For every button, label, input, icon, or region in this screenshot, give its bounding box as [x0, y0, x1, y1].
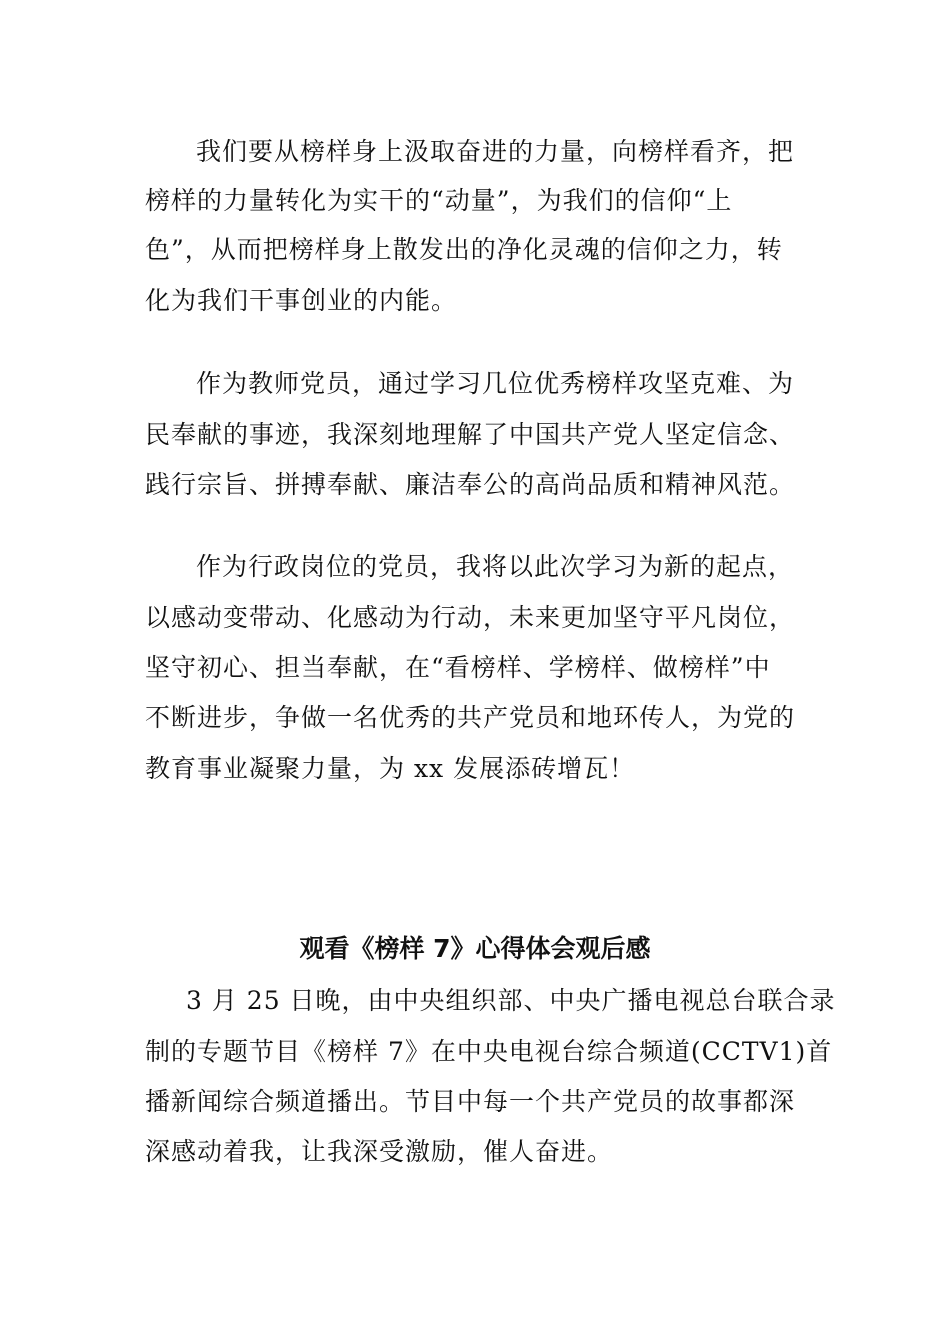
paragraph-line: 坚守初心、担当奉献，在“看榜样、学榜样、做榜样”中 [145, 653, 771, 682]
section-title: 观看《榜样 7》心得体会观后感 [299, 934, 651, 963]
paragraph-line: 3 月 25 日晚，由中央组织部、中央广播电视总台联合录 [186, 986, 836, 1015]
paragraph-line: 作为教师党员，通过学习几位优秀榜样攻坚克难、为 [196, 369, 795, 398]
paragraph-line: 色”，从而把榜样身上散发出的净化灵魂的信仰之力，转 [145, 235, 783, 264]
paragraph-line: 践行宗旨、拼搏奉献、廉洁奉公的高尚品质和精神风范。 [145, 470, 796, 499]
paragraph-line: 制的专题节目《榜样 7》在中央电视台综合频道(CCTV1)首 [145, 1037, 833, 1066]
paragraph-line: 我们要从榜样身上汲取奋进的力量，向榜样看齐，把 [196, 137, 795, 166]
paragraph-line: 民奉献的事迹，我深刻地理解了中国共产党人坚定信念、 [145, 420, 796, 449]
paragraph-line: 以感动变带动、化感动为行动，未来更加坚守平凡岗位， [145, 603, 796, 632]
paragraph-line: 榜样的力量转化为实干的“动量”，为我们的信仰“上 [145, 186, 733, 215]
paragraph-line: 深感动着我，让我深受激励，催人奋进。 [145, 1137, 614, 1166]
paragraph-line: 教育事业凝聚力量，为 xx 发展添砖增瓦！ [145, 754, 636, 783]
paragraph-line: 作为行政岗位的党员，我将以此次学习为新的起点， [196, 552, 795, 581]
paragraph-line: 播新闻综合频道播出。节目中每一个共产党员的故事都深 [145, 1087, 796, 1116]
paragraph-line: 化为我们干事创业的内能。 [145, 286, 458, 315]
paragraph-line: 不断进步，争做一名优秀的共产党员和地环传人，为党的 [145, 703, 796, 732]
